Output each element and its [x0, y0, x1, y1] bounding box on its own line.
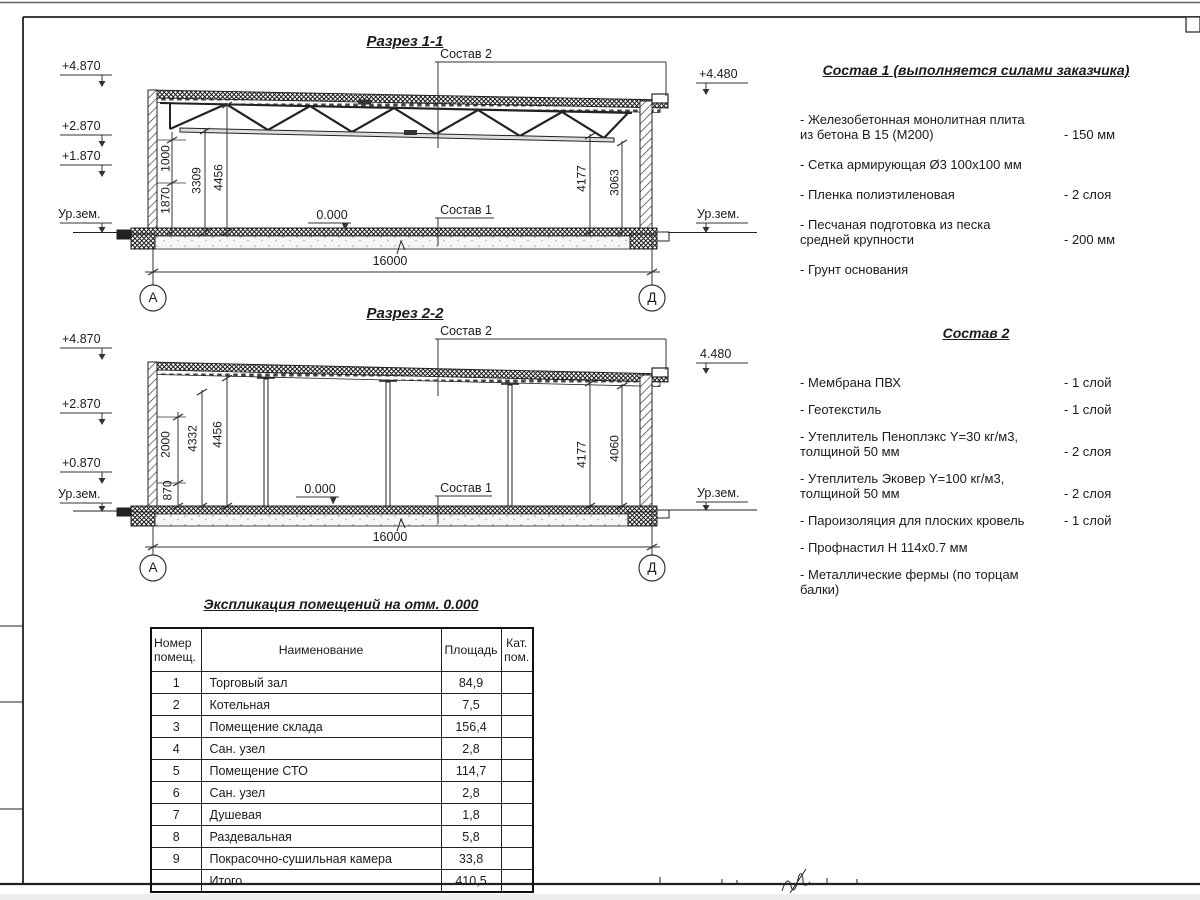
table-row: [151, 848, 533, 870]
col-header-category: Кат. пом.: [501, 628, 533, 672]
elevation-label: +0.870: [62, 456, 101, 470]
table-cell: 33,8: [441, 848, 501, 870]
material-item: - Пленка полиэтиленовая - 2 слоя: [800, 187, 1152, 202]
elevation-label: +4.480: [699, 67, 738, 81]
axis-mark: Д: [647, 560, 657, 575]
dimension-label: 4456: [211, 164, 226, 191]
ground-level-label: Ур.зем.: [697, 207, 740, 221]
table-cell: 7,5: [441, 694, 501, 716]
overall-dimension-label: 16000: [372, 254, 408, 268]
table-row: [151, 716, 533, 738]
dimension-label: 4177: [574, 441, 589, 468]
material-item: - Геотекстиль - 1 слой: [800, 402, 1152, 417]
material-item: - Пароизоляция для плоских кровель - 1 слой: [800, 513, 1152, 528]
dimension-label: 4456: [210, 421, 225, 448]
table-cell: [501, 694, 533, 716]
table-cell: Итого: [201, 870, 441, 893]
table-cell: 5: [151, 760, 201, 782]
table-row: [151, 870, 533, 893]
dimension-label: 3063: [607, 169, 622, 196]
table-cell: 8: [151, 826, 201, 848]
material-item: - Утеплитель Эковер Y=100 кг/м3, толщиной 50 мм - 2 слоя: [800, 471, 1152, 501]
table-cell: 156,4: [441, 716, 501, 738]
ground-level-label: Ур.зем.: [58, 207, 101, 221]
table-cell: Торговый зал: [201, 672, 441, 694]
table-cell: Помещение СТО: [201, 760, 441, 782]
zero-level-label: 0.000: [316, 208, 348, 222]
table-cell: 4: [151, 738, 201, 760]
ground-level-label: Ур.зем.: [58, 487, 101, 501]
table-cell: [501, 738, 533, 760]
table-row: [151, 694, 533, 716]
material-item: - Сетка армирующая Ø3 100х100 мм: [800, 157, 1022, 172]
table-cell: Душевая: [201, 804, 441, 826]
section-2-title: Разрез 2-2: [366, 305, 444, 322]
table-header-row: [151, 628, 533, 672]
material-item-value: - 1 слой: [1064, 402, 1112, 417]
sostav2-leader-label: Состав 2: [440, 324, 492, 338]
table-cell: [501, 848, 533, 870]
material-item: - Металлические фермы (по торцам балки): [800, 567, 1019, 597]
rooms-table: [150, 627, 534, 893]
material-item-value: - 200 мм: [1064, 232, 1116, 247]
sostav2-title: Состав 2: [942, 325, 1010, 341]
table-cell: Сан. узел: [201, 782, 441, 804]
section-1-title: Разрез 1-1: [366, 33, 444, 50]
axis-mark: А: [148, 290, 158, 305]
material-item: - Утеплитель Пеноплэкс Y=30 кг/м3, толщиной 50 мм - 2 слоя: [800, 429, 1152, 459]
material-item-value: - 2 слоя: [1064, 444, 1112, 459]
sostav1-items: [800, 112, 1152, 277]
material-item-value: - 150 мм: [1064, 127, 1116, 142]
col-header-area: Площадь: [441, 628, 501, 672]
sostav1-block: [800, 62, 1152, 292]
elevation-label: +4.870: [62, 332, 101, 346]
overall-dimension-label: 16000: [372, 530, 408, 544]
table-cell: Раздевальная: [201, 826, 441, 848]
table-cell: [501, 672, 533, 694]
axis-mark: Д: [647, 290, 657, 305]
dimension-label: 4332: [185, 425, 200, 452]
sostav1-leader-label: Состав 1: [440, 481, 492, 495]
table-row: [151, 804, 533, 826]
elevation-label: +4.870: [62, 59, 101, 73]
dimension-label: 4177: [574, 165, 589, 192]
table-row: [151, 782, 533, 804]
rooms-table-body: [151, 672, 533, 893]
axis-mark: А: [148, 560, 158, 575]
table-cell: 1,8: [441, 804, 501, 826]
table-row: [151, 760, 533, 782]
zero-level-label: 0.000: [304, 482, 336, 496]
table-cell: 84,9: [441, 672, 501, 694]
signature-scribble: [782, 869, 810, 893]
sostav2-block: [800, 325, 1152, 609]
table-cell: [501, 804, 533, 826]
material-item: - Песчаная подготовка из песка средней крупности - 200 мм: [800, 217, 1152, 247]
material-item: - Железобетонная монолитная плита из бетона В 15 (М200) - 150 мм: [800, 112, 1152, 142]
page-edge-strip: [0, 894, 1200, 900]
table-cell: [501, 716, 533, 738]
table-cell: 7: [151, 804, 201, 826]
elevation-label: +2.870: [62, 397, 101, 411]
table-title: Экспликация помещений на отм. 0.000: [203, 596, 479, 612]
table-cell: 5,8: [441, 826, 501, 848]
table-cell: [501, 760, 533, 782]
sostav2-leader-label: Состав 2: [440, 47, 492, 61]
table-cell: 6: [151, 782, 201, 804]
table-cell: 9: [151, 848, 201, 870]
sostav1-title: Состав 1 (выполняется силами заказчика): [822, 62, 1130, 78]
table-cell: Сан. узел: [201, 738, 441, 760]
table-cell: Котельная: [201, 694, 441, 716]
table-cell: 2,8: [441, 782, 501, 804]
material-item-value: - 1 слой: [1064, 513, 1112, 528]
table-cell: [151, 870, 201, 893]
elevation-label: +2.870: [62, 119, 101, 133]
dimension-label: 870: [160, 480, 175, 501]
elevation-label: 4.480: [700, 347, 732, 361]
material-item-value: - 2 слоя: [1064, 486, 1112, 501]
dimension-label: 3309: [189, 167, 204, 194]
sostav1-leader-label: Состав 1: [440, 203, 492, 217]
dimension-label: 2000: [158, 431, 173, 458]
table-cell: [501, 782, 533, 804]
table-cell: [501, 826, 533, 848]
dimension-label: 1870: [158, 187, 173, 214]
table-cell: Помещение склада: [201, 716, 441, 738]
elevation-label: +1.870: [62, 149, 101, 163]
table-cell: [501, 870, 533, 893]
table-row: [151, 738, 533, 760]
table-row: [151, 672, 533, 694]
table-cell: 3: [151, 716, 201, 738]
material-item-value: - 1 слой: [1064, 375, 1112, 390]
dimension-label: 1000: [158, 145, 173, 172]
material-item-value: - 2 слоя: [1064, 187, 1112, 202]
sostav2-items: [800, 375, 1152, 597]
col-header-number: Номер помещ.: [151, 628, 201, 672]
dimension-label: 4060: [607, 435, 622, 462]
ground-level-label: Ур.зем.: [697, 486, 740, 500]
table-cell: 1: [151, 672, 201, 694]
table-row: [151, 826, 533, 848]
table-cell: 410,5: [441, 870, 501, 893]
table-cell: 114,7: [441, 760, 501, 782]
material-item: - Мембрана ПВХ - 1 слой: [800, 375, 1152, 390]
table-cell: 2,8: [441, 738, 501, 760]
table-cell: 2: [151, 694, 201, 716]
col-header-name: Наименование: [201, 628, 441, 672]
section-2-2-drawing: [73, 362, 757, 531]
table-cell: Покрасочно-сушильная камера: [201, 848, 441, 870]
material-item: - Профнастил Н 114х0.7 мм: [800, 540, 968, 555]
material-item: - Грунт основания: [800, 262, 909, 277]
